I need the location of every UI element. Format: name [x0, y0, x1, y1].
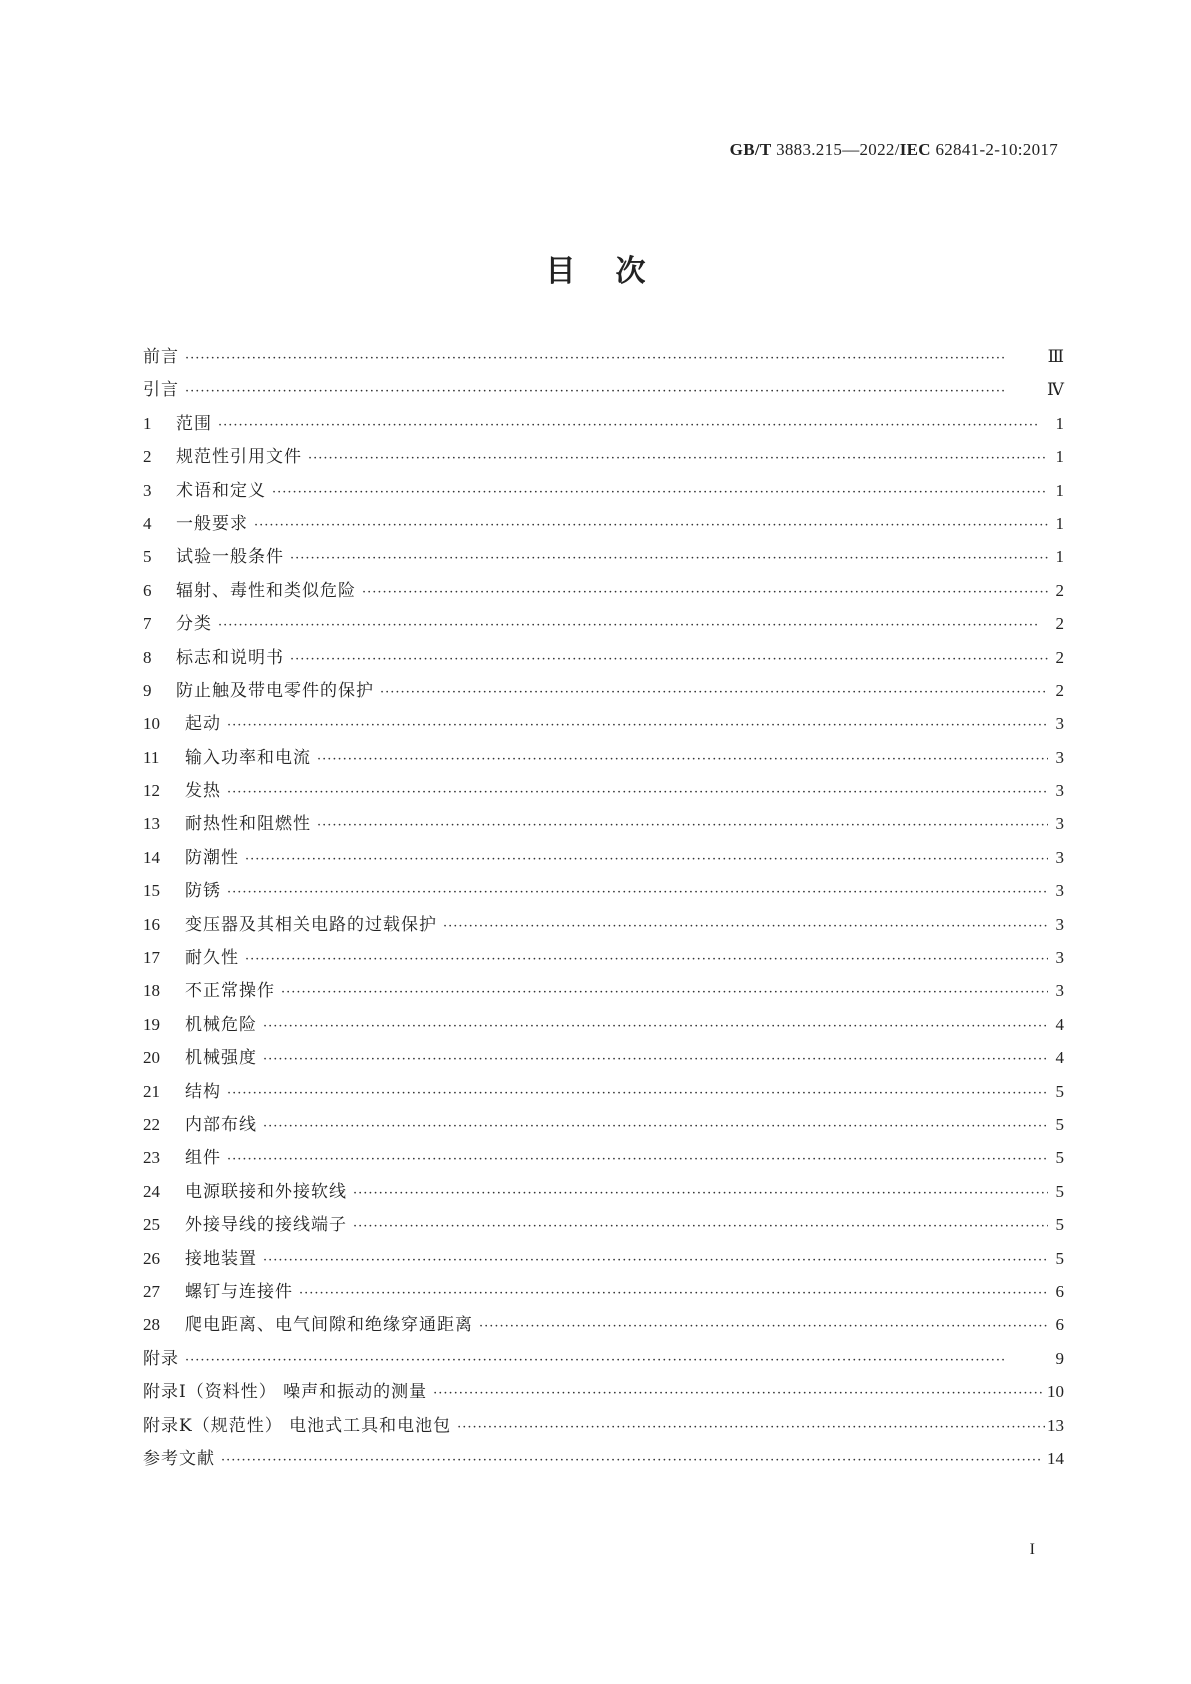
toc-entry-title: 术语和定义	[176, 480, 266, 501]
toc-dot-leader	[263, 1244, 1048, 1277]
toc-entry-title: 引言	[143, 380, 179, 401]
toc-entry-title: 不正常操作	[185, 981, 275, 1002]
toc-entry-number: 17	[143, 948, 160, 968]
toc-dot-leader	[362, 576, 1048, 609]
toc-entry-page: Ⅲ	[1047, 347, 1064, 366]
toc-entry-number: 25	[143, 1215, 160, 1235]
toc-entry-page: 1	[1055, 480, 1064, 500]
toc-dot-leader	[185, 1344, 1048, 1377]
toc-entry[interactable]	[143, 1409, 1064, 1442]
toc-dot-leader	[433, 1377, 1045, 1410]
toc-entry[interactable]	[143, 1375, 1064, 1408]
toc-entry[interactable]	[143, 908, 1064, 941]
toc-entry-title: 附录	[143, 1348, 179, 1369]
toc-entry-number: 28	[143, 1315, 160, 1335]
toc-entry-number: 5	[143, 547, 152, 567]
toc-entry-title: 范围	[176, 413, 212, 434]
toc-dot-leader	[353, 1210, 1048, 1243]
toc-entry[interactable]	[143, 874, 1064, 907]
toc-entry-page: Ⅳ	[1047, 380, 1064, 400]
toc-entry-number: 4	[143, 513, 152, 533]
toc-entry[interactable]	[143, 507, 1064, 540]
toc-dot-leader	[263, 1043, 1048, 1076]
toc-entry-title: 前言	[143, 347, 179, 367]
toc-dot-leader	[479, 1310, 1048, 1343]
toc-dot-leader	[245, 843, 1048, 876]
toc-entry-number: 16	[143, 914, 160, 934]
toc-entry-number: 21	[143, 1081, 160, 1101]
toc-entry-title: 组件	[185, 1148, 221, 1169]
toc-entry[interactable]	[143, 941, 1064, 974]
toc-entry-title: 辐射、毒性和类似危险	[176, 580, 356, 601]
toc-entry-title: 螺钉与连接件	[185, 1281, 293, 1302]
toc-entry[interactable]	[143, 1275, 1064, 1308]
toc-entry-number: 8	[143, 647, 152, 667]
standard-number: 3883.215—2022/	[776, 140, 900, 159]
toc-entry-title: 防锈	[185, 881, 221, 902]
toc-entry[interactable]	[143, 1075, 1064, 1108]
toc-dot-leader	[317, 809, 1048, 842]
toc-entry-page: 2	[1055, 680, 1064, 700]
toc-dot-leader	[227, 776, 1048, 809]
toc-entry-title: 机械强度	[185, 1048, 257, 1069]
toc-entry-page: 3	[1055, 948, 1064, 968]
toc-entry[interactable]	[143, 1342, 1064, 1375]
standard-prefix: GB/T	[729, 140, 772, 159]
toc-entry-title: 结构	[185, 1081, 221, 1102]
toc-entry-page: 3	[1055, 981, 1064, 1001]
toc-entry-number: 7	[143, 614, 152, 634]
toc-dot-leader	[272, 476, 1048, 509]
toc-dot-leader	[317, 743, 1048, 776]
toc-entry[interactable]	[143, 373, 1064, 406]
toc-entry[interactable]	[143, 974, 1064, 1007]
toc-entry-title: 防止触及带电零件的保护	[176, 680, 374, 701]
toc-entry[interactable]	[143, 1008, 1064, 1041]
toc-entry[interactable]	[143, 1208, 1064, 1241]
toc-dot-leader	[281, 976, 1048, 1009]
toc-entry-number: 10	[143, 714, 160, 734]
toc-entry-number: 3	[143, 480, 152, 500]
toc-entry-number: 20	[143, 1048, 160, 1068]
toc-dot-leader	[185, 342, 1046, 375]
toc-entry-title: 分类	[176, 614, 212, 635]
toc-entry[interactable]	[143, 1308, 1064, 1341]
toc-entry[interactable]	[143, 440, 1064, 473]
toc-entry-title: 变压器及其相关电路的过载保护	[185, 914, 437, 935]
toc-entry[interactable]	[143, 1108, 1064, 1141]
toc-dot-leader	[185, 375, 1045, 408]
toc-entry-title: 规范性引用文件	[176, 447, 302, 468]
toc-entry-number: 13	[143, 814, 160, 834]
toc-entry[interactable]	[143, 641, 1064, 674]
toc-entry[interactable]	[143, 1175, 1064, 1208]
toc-dot-leader	[245, 943, 1048, 976]
toc-entry-title: 内部布线	[185, 1114, 257, 1135]
toc-entry-number: 12	[143, 781, 160, 801]
toc-entry[interactable]	[143, 474, 1064, 507]
toc-entry[interactable]	[143, 607, 1064, 640]
toc-entry-page: 3	[1055, 914, 1064, 934]
toc-entry-page: 2	[1055, 647, 1064, 667]
toc-entry-page: 1	[1055, 513, 1064, 533]
toc-entry-page: 10	[1047, 1382, 1064, 1402]
page-number: I	[1029, 1541, 1035, 1558]
toc-entry-number: 11	[143, 747, 160, 767]
toc-entry-title: 试验一般条件	[176, 547, 284, 568]
toc-entry-number: 22	[143, 1114, 160, 1134]
toc-entry[interactable]	[143, 707, 1064, 740]
toc-entry-title: 电源联接和外接软线	[185, 1181, 347, 1202]
toc-dot-leader	[308, 442, 1048, 475]
toc-entry-number: 24	[143, 1181, 160, 1201]
toc-entry-page: 5	[1055, 1215, 1064, 1235]
toc-entry-page: 3	[1055, 847, 1064, 867]
toc-dot-leader	[443, 910, 1048, 943]
toc-entry-page: 14	[1047, 1448, 1064, 1468]
toc-dot-leader	[290, 542, 1048, 575]
toc-entry-number: 14	[143, 847, 160, 867]
toc-entry[interactable]	[143, 807, 1064, 840]
toc-entry-title: 附录I（资料性） 噪声和振动的测量	[143, 1382, 428, 1403]
iec-prefix: IEC	[899, 140, 931, 159]
toc-entry-title: 外接导线的接线端子	[185, 1215, 347, 1236]
toc-entry-page: 3	[1055, 747, 1064, 767]
toc-entry-page: 4	[1055, 1014, 1064, 1034]
toc-entry-title: 起动	[185, 714, 221, 735]
toc-entry-page: 4	[1055, 1048, 1064, 1068]
standard-number-header	[730, 140, 1058, 160]
toc-entry[interactable]	[143, 674, 1064, 707]
toc-dot-leader	[290, 643, 1048, 676]
toc-entry-page: 5	[1055, 1081, 1064, 1101]
toc-entry-number: 1	[143, 413, 152, 433]
toc-entry-title: 机械危险	[185, 1014, 257, 1035]
toc-entry[interactable]	[143, 540, 1064, 573]
table-of-contents	[143, 340, 1064, 1475]
toc-entry-page: 1	[1055, 413, 1064, 433]
toc-entry-number: 23	[143, 1148, 160, 1168]
toc-entry-title: 一般要求	[176, 513, 248, 534]
toc-entry-title: 发热	[185, 781, 221, 802]
toc-entry-page: 13	[1047, 1415, 1064, 1435]
toc-entry[interactable]	[143, 1242, 1064, 1275]
toc-entry[interactable]	[143, 340, 1064, 373]
toc-dot-leader	[218, 609, 1048, 642]
toc-entry-title: 耐热性和阻燃性	[185, 814, 311, 835]
toc-dot-leader	[457, 1411, 1045, 1444]
toc-dot-leader	[227, 1077, 1048, 1110]
toc-dot-leader	[263, 1010, 1048, 1043]
toc-entry-number: 15	[143, 881, 160, 901]
toc-entry-page: 5	[1055, 1148, 1064, 1168]
toc-dot-leader	[227, 1143, 1048, 1176]
toc-entry-title: 防潮性	[185, 847, 239, 868]
toc-entry-number: 19	[143, 1014, 160, 1034]
toc-entry-number: 26	[143, 1248, 160, 1268]
toc-dot-leader	[218, 409, 1048, 442]
toc-dot-leader	[380, 676, 1048, 709]
toc-entry-page: 9	[1055, 1348, 1064, 1368]
toc-dot-leader	[254, 509, 1048, 542]
toc-entry-number: 2	[143, 447, 152, 467]
toc-entry-page: 6	[1055, 1281, 1064, 1301]
toc-entry-title: 耐久性	[185, 948, 239, 969]
toc-entry-title: 输入功率和电流	[185, 747, 311, 768]
toc-entry-title: 附录K（规范性） 电池式工具和电池包	[143, 1415, 452, 1436]
toc-entry-page: 5	[1055, 1248, 1064, 1268]
toc-entry[interactable]	[143, 1041, 1064, 1074]
toc-entry[interactable]	[143, 574, 1064, 607]
toc-entry-page: 3	[1055, 881, 1064, 901]
toc-entry-title: 标志和说明书	[176, 647, 284, 668]
toc-entry-page: 2	[1055, 580, 1064, 600]
toc-dot-leader	[227, 876, 1048, 909]
toc-entry-page: 3	[1055, 781, 1064, 801]
toc-entry-page: 3	[1055, 714, 1064, 734]
toc-entry-page: 5	[1055, 1181, 1064, 1201]
iec-number: 62841-2-10:2017	[935, 140, 1058, 159]
toc-dot-leader	[221, 1444, 1045, 1477]
toc-entry-title: 参考文献	[143, 1448, 215, 1469]
toc-entry-number: 27	[143, 1281, 160, 1301]
toc-dot-leader	[227, 709, 1048, 742]
toc-entry[interactable]	[143, 774, 1064, 807]
toc-entry-page: 5	[1055, 1114, 1064, 1134]
toc-entry-page: 2	[1055, 614, 1064, 634]
toc-entry[interactable]	[143, 741, 1064, 774]
toc-entry-page: 1	[1055, 547, 1064, 567]
toc-entry-number: 18	[143, 981, 160, 1001]
toc-entry-page: 3	[1055, 814, 1064, 834]
toc-entry[interactable]	[143, 1442, 1064, 1475]
toc-dot-leader	[299, 1277, 1048, 1310]
toc-entry-page: 6	[1055, 1315, 1064, 1335]
toc-entry-page: 1	[1055, 447, 1064, 467]
toc-entry-title: 接地装置	[185, 1248, 257, 1269]
toc-entry-number: 9	[143, 680, 152, 700]
toc-entry-title: 爬电距离、电气间隙和绝缘穿通距离	[185, 1315, 473, 1336]
toc-dot-leader	[263, 1110, 1048, 1143]
toc-entry[interactable]	[143, 407, 1064, 440]
toc-dot-leader	[353, 1177, 1048, 1210]
page-title: 目次	[545, 254, 686, 289]
toc-entry[interactable]	[143, 841, 1064, 874]
toc-entry-number: 6	[143, 580, 152, 600]
toc-entry[interactable]	[143, 1141, 1064, 1174]
